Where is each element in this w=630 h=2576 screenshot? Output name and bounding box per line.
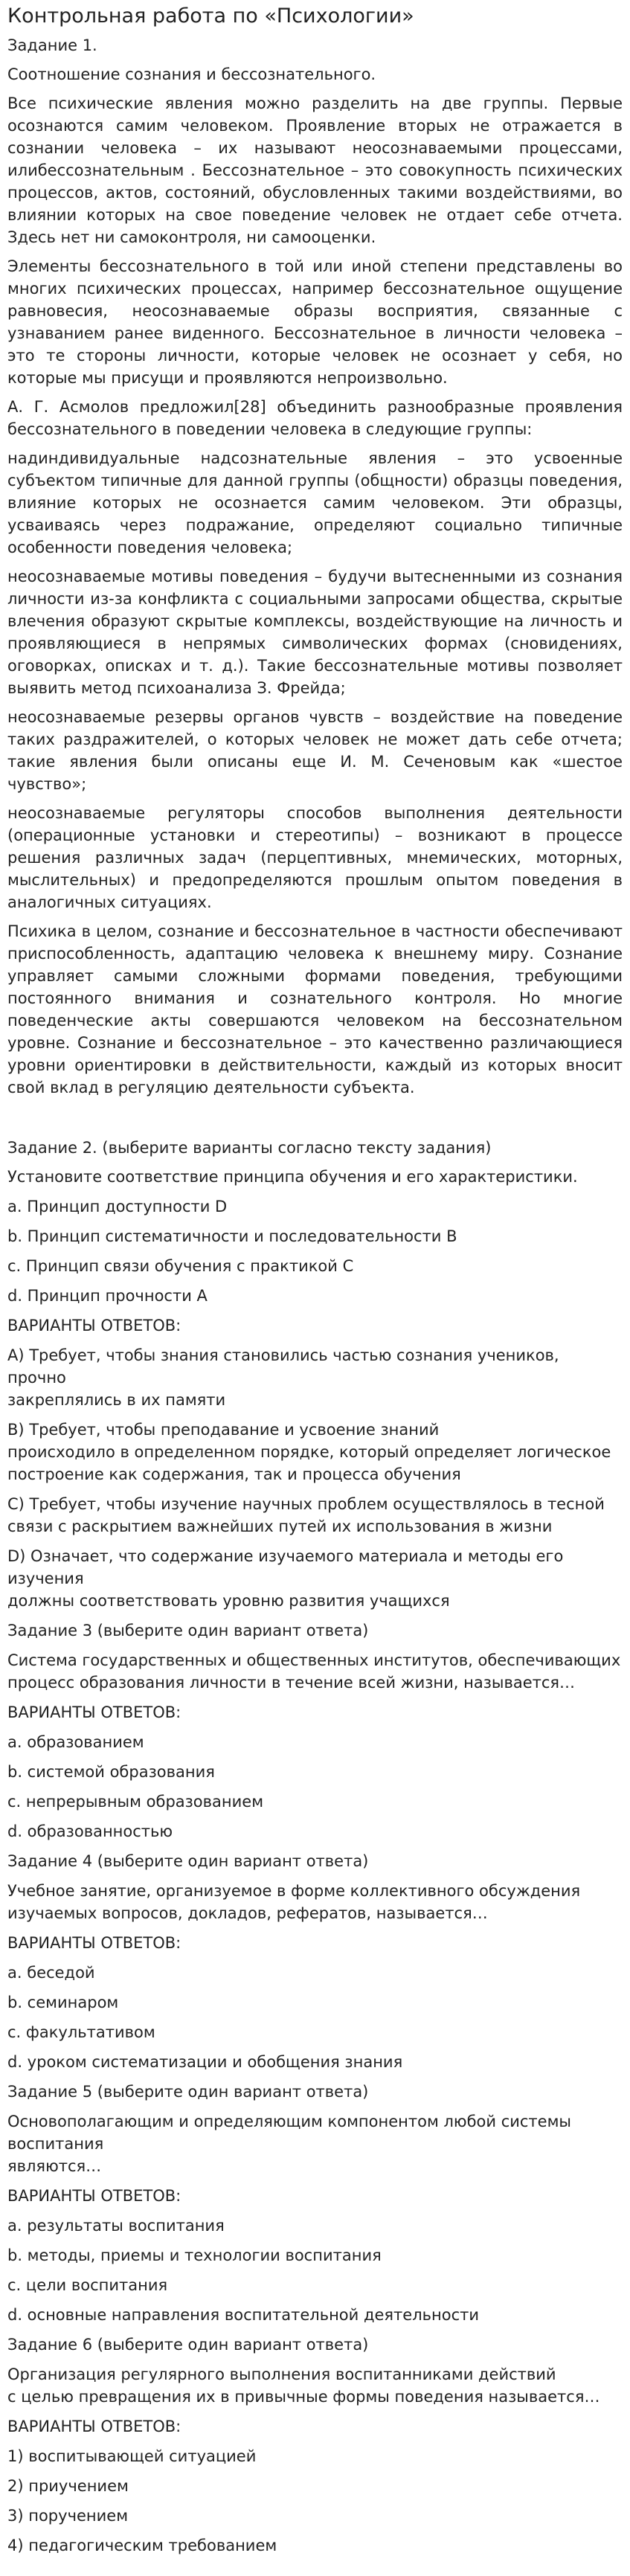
question-line: с целью превращения их в привычные формы поведения называется… <box>7 2388 600 2406</box>
option-item: c. цели воспитания <box>7 2276 168 2294</box>
answer-line: закреплялись в их памяти <box>7 1391 226 1409</box>
task-3-question <box>7 1649 623 1694</box>
variants-label: ВАРИАНТЫ ОТВЕТОВ: <box>7 1934 181 1952</box>
page-title: Контрольная работа по «Психологии» <box>7 4 414 28</box>
task-1-paragraph: неосознаваемые регуляторы способов выполнения деятельности (операционные установки и стереотипы) – возникают в процессе решения различных задач (перцептивных, мнемических, моторных, мыслительных) и предопределяются прошлым опытом поведения в аналогичных ситуациях. <box>7 804 623 911</box>
task-5-heading: Задание 5 (выберите один вариант ответа) <box>7 2083 369 2101</box>
principle-item: c. Принцип связи обучения с практикой C <box>7 1257 354 1275</box>
option-item: d. образованностью <box>7 1822 173 1840</box>
task-1-paragraph: Все психические явления можно разделить на две группы. Первые осознаются самим человеком. Проявление вторых не отражается в сознании человека – их называют неосознаваемыми процессами, илибессознательным . Бессознательное – это совокупность психических процессов, актов, состояний, обусловленных такими воздействиями, во влиянии которых на свое поведение человек не отдает себе отчета. Здесь нет ни самоконтроля, ни самооценки. <box>7 94 623 246</box>
answer-line: происходило в определенном порядке, который определяет логическое <box>7 1443 611 1461</box>
task-1-subtitle: Соотношение сознания и бессознательного. <box>7 65 376 83</box>
task-1-paragraph: надиндивидуальные надсознательные явления – это усвоенные субъектом типичные для данной группы (общности) образцы поведения, влияние которых не осознается самим человеком. Эти образцы, усваиваясь через подражание, определяют социально типичные особенности поведения человека; <box>7 449 623 556</box>
variants-label: ВАРИАНТЫ ОТВЕТОВ: <box>7 1317 181 1334</box>
task-5-question <box>7 2110 623 2177</box>
answer-line: связи с раскрытием важнейших путей их использования в жизни <box>7 1517 553 1535</box>
task-1-paragraph: Элементы бессознательного в той или иной степени представлены во многих психических процессах, например бессознательное ощущение равновесия, неосознаваемые образы восприятия, связанные с узнаванием ранее виденного. Бессознательное в личности человека – это те стороны личности, которые человек не осознает у себя, но которые мы присущи и проявляются непроизвольно. <box>7 257 623 387</box>
task-4 <box>7 1850 623 2073</box>
option-item: c. факультативом <box>7 2023 155 2041</box>
answer-item <box>7 1344 623 1411</box>
task-6-question <box>7 2363 623 2408</box>
task-5 <box>7 2081 623 2326</box>
answer-item <box>7 1419 623 1485</box>
question-line: изучаемых вопросов, докладов, рефератов, называется… <box>7 1904 488 1922</box>
task-6 <box>7 2334 623 2557</box>
question-line: Организация регулярного выполнения воспитанниками действий <box>7 2365 556 2383</box>
task-1-heading: Задание 1. <box>7 36 97 54</box>
task-2-instruction: Установите соответствие принципа обучения и его характеристики. <box>7 1168 578 1186</box>
answer-line: D) Означает, что содержание изучаемого материала и методы его изучения <box>7 1547 564 1587</box>
option-item: a. результаты воспитания <box>7 2217 225 2235</box>
task-1-paragraph: неосознаваемые мотивы поведения – будучи вытесненными из сознания личности из-за конфликта с социальными запросами общества, скрытые влечения образуют скрытые комплексы, воздействующие на личность и проявляющиеся в непрямых символических формах (сновидениях, оговорках, описках и т. д.). Такие бессознательные мотивы позволяет выявить метод психоанализа З. Фрейда; <box>7 568 623 697</box>
answer-line: А) Требует, чтобы знания становились частью сознания учеников, прочно <box>7 1346 559 1387</box>
task-1-paragraph: А. Г. Асмолов предложил[28] объединить разнообразные проявления бессознательного в поведении человека в следующие группы: <box>7 398 623 438</box>
answer-line: должны соответствовать уровню развития учащихся <box>7 1592 450 1610</box>
option-item: b. системой образования <box>7 1763 215 1781</box>
option-item: 3) поручением <box>7 2507 129 2525</box>
option-item: a. образованием <box>7 1733 144 1751</box>
option-item: b. методы, приемы и технологии воспитания <box>7 2246 382 2264</box>
answer-item <box>7 1545 623 1612</box>
principle-item: b. Принцип систематичности и последовательности B <box>7 1227 457 1245</box>
question-line: Основополагающим и определяющим компонентом любой системы воспитания <box>7 2113 572 2153</box>
option-item: d. уроком систематизации и обобщения знания <box>7 2053 403 2071</box>
option-item: b. семинаром <box>7 1994 119 2011</box>
task-1-paragraph: Психика в целом, сознание и бессознательное в частности обеспечивают приспособленность, адаптацию человека к внешнему миру. Сознание управляет самыми сложными формами поведения, требующими постоянного внимания и сознательного контроля. Но многие поведенческие акты совершаются человеком на бессознательном уровне. Сознание и бессознательное – это качественно различающиеся уровни ориентировки в действительности, каждый из которых вносит свой вклад в регуляцию деятельности субъекта. <box>7 922 623 1096</box>
answer-item <box>7 1493 623 1538</box>
section-spacer <box>7 1105 623 1137</box>
task-6-heading: Задание 6 (выберите один вариант ответа) <box>7 2336 369 2354</box>
answer-line: С) Требует, чтобы изучение научных проблем осуществлялось в тесной <box>7 1495 605 1513</box>
task-2 <box>7 1137 623 1612</box>
answer-line: построение как содержания, так и процесса обучения <box>7 1465 461 1483</box>
option-item: 1) воспитывающей ситуацией <box>7 2447 257 2465</box>
task-1 <box>7 34 623 1099</box>
task-4-heading: Задание 4 (выберите один вариант ответа) <box>7 1852 369 1870</box>
option-item: c. непрерывным образованием <box>7 1793 264 1811</box>
question-line: процесс образования личности в течение всей жизни, называется… <box>7 1674 576 1692</box>
task-3 <box>7 1619 623 1843</box>
task-2-heading: Задание 2. (выберите варианты согласно тексту задания) <box>7 1139 492 1157</box>
task-1-paragraph: неосознаваемые резервы органов чувств – воздействие на поведение таких раздражителей, о которых человек не может дать себе отчета; такие явления были описаны еще И. М. Сеченовым как «шестое чувство»; <box>7 708 623 793</box>
variants-label: ВАРИАНТЫ ОТВЕТОВ: <box>7 1703 181 1721</box>
question-line: Система государственных и общественных институтов, обеспечивающих <box>7 1651 621 1669</box>
variants-label: ВАРИАНТЫ ОТВЕТОВ: <box>7 2187 181 2205</box>
answer-line: В) Требует, чтобы преподавание и усвоение знаний <box>7 1421 440 1439</box>
option-item: d. основные направления воспитательной деятельности <box>7 2306 479 2324</box>
option-item: 4) педагогическим требованием <box>7 2537 277 2554</box>
question-line: являются… <box>7 2157 102 2175</box>
question-line: Учебное занятие, организуемое в форме коллективного обсуждения <box>7 1882 581 1900</box>
task-3-heading: Задание 3 (выберите один вариант ответа) <box>7 1622 369 1639</box>
task-4-question <box>7 1880 623 1924</box>
option-item: 2) приучением <box>7 2477 129 2495</box>
principle-item: a. Принцип доступности D <box>7 1198 228 1215</box>
option-item: a. беседой <box>7 1964 95 1982</box>
principle-item: d. Принцип прочности A <box>7 1287 208 1305</box>
variants-label: ВАРИАНТЫ ОТВЕТОВ: <box>7 2418 181 2435</box>
